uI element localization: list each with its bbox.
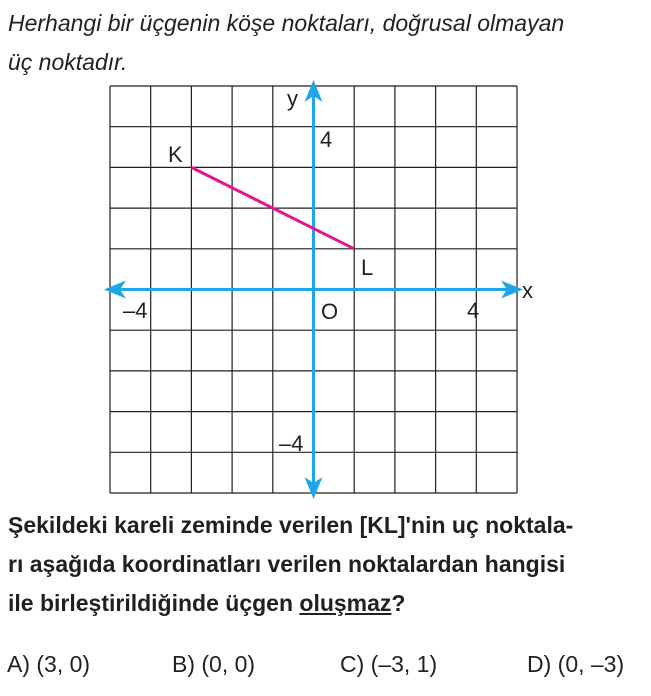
option-c[interactable]: C) (–3, 1) <box>340 651 438 677</box>
question-line-3 <box>8 584 648 623</box>
intro-line-2: üç noktadır. <box>8 49 128 75</box>
y-axis-label: y <box>287 86 298 111</box>
question-line-2: rı aşağıda koordinatları verilen noktalardan hangisi <box>8 551 566 577</box>
option-d[interactable]: D) (0, –3) <box>527 651 625 677</box>
intro-line-1: Herhangi bir üçgenin köşe noktaları, doğrusal olmayan <box>8 10 565 36</box>
y-tick-neg-4: –4 <box>279 431 304 456</box>
option-a[interactable]: A) (3, 0) <box>7 651 91 677</box>
question-line-3-start: ile birleştirildiğinde üçgen <box>8 590 300 616</box>
figure-labels <box>123 86 533 456</box>
question-text <box>8 506 648 623</box>
origin-label: O <box>321 299 339 324</box>
question-line-3-end: ? <box>391 590 406 616</box>
x-tick-neg-4: –4 <box>123 298 148 323</box>
question-emphasis-olusmaz: oluşmaz <box>299 590 392 616</box>
x-tick-pos-4: 4 <box>467 298 480 323</box>
question-line-1: Şekildeki kareli zeminde verilen [KL]'nin uç noktala- <box>8 512 574 538</box>
point-k-label: K <box>168 142 183 167</box>
y-tick-pos-4: 4 <box>320 127 333 152</box>
option-b[interactable]: B) (0, 0) <box>172 651 256 677</box>
axes <box>104 80 523 499</box>
point-l-label: L <box>361 255 374 280</box>
x-axis-label: x <box>522 278 533 303</box>
answer-options <box>0 651 651 685</box>
